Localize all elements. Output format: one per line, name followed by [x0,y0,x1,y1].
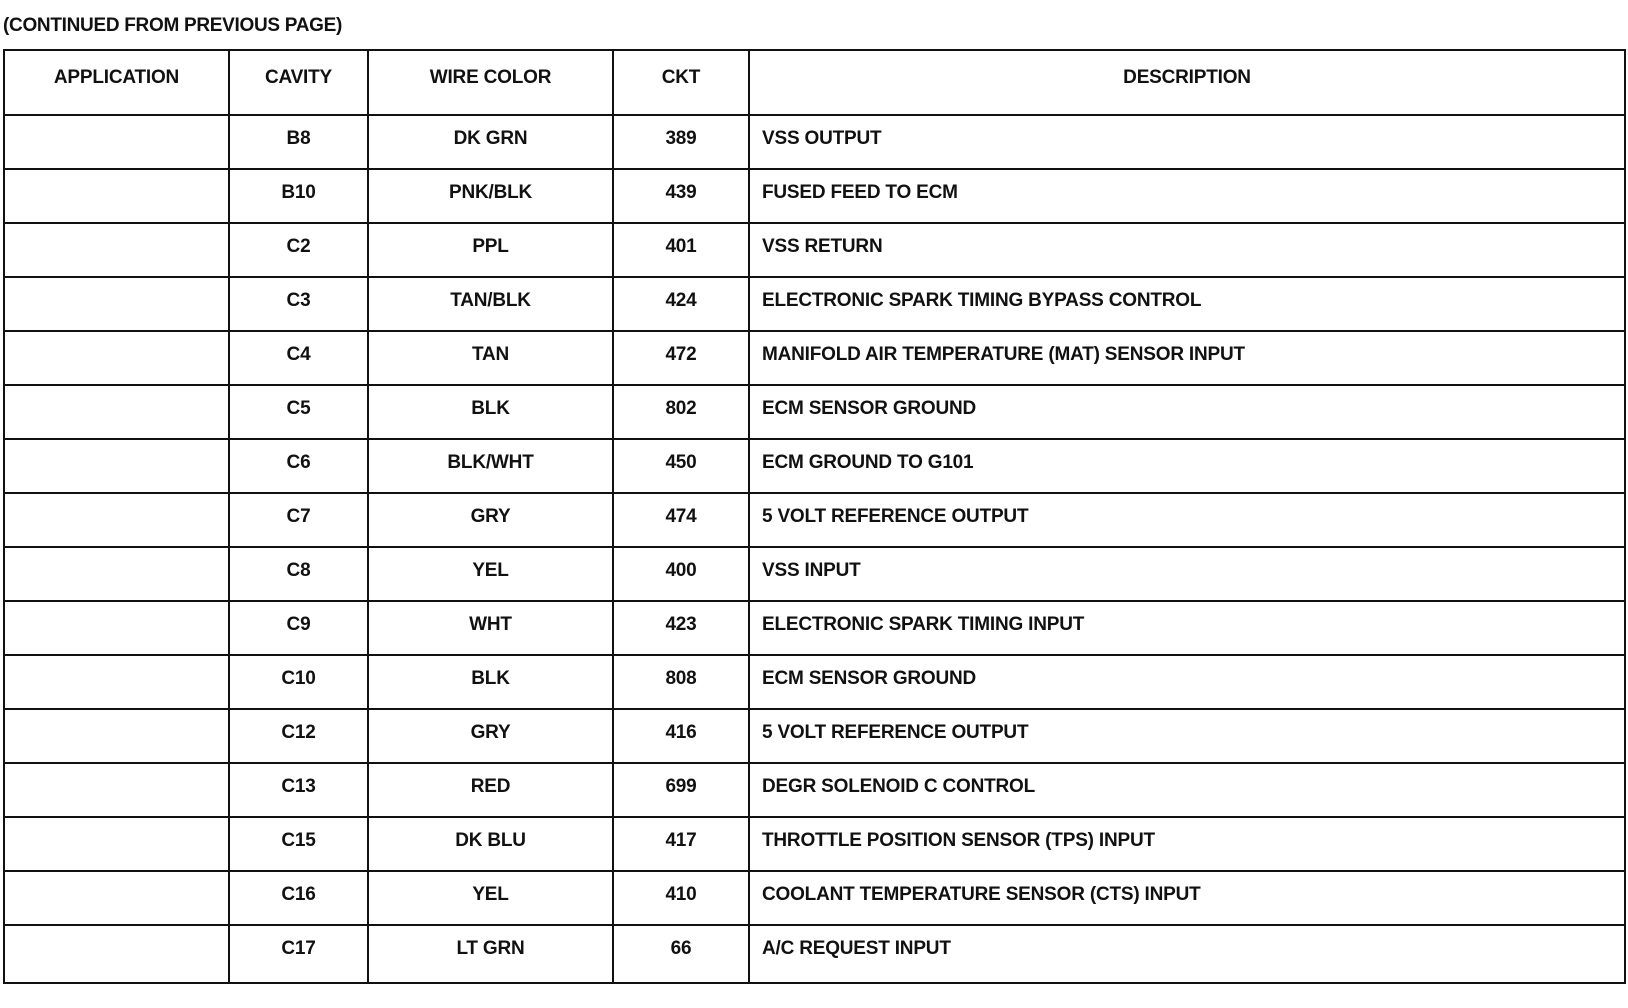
description-cell: FUSED FEED TO ECM [749,169,1625,223]
wire-color-cell: YEL [368,871,613,925]
description-cell: DEGR SOLENOID C CONTROL [749,763,1625,817]
description-cell: VSS RETURN [749,223,1625,277]
table-row [4,169,1625,223]
application-cell [4,763,229,817]
application-cell [4,169,229,223]
application-cell [4,439,229,493]
table-header-row [4,50,1625,115]
application-cell [4,277,229,331]
continued-note: (CONTINUED FROM PREVIOUS PAGE) [3,15,342,36]
wire-color-cell: RED [368,763,613,817]
application-cell [4,655,229,709]
application-cell [4,115,229,169]
wire-color-cell: DK GRN [368,115,613,169]
cavity-cell: C16 [229,871,368,925]
wire-color-cell: PNK/BLK [368,169,613,223]
description-cell: 5 VOLT REFERENCE OUTPUT [749,493,1625,547]
ckt-cell: 410 [613,871,749,925]
ckt-cell: 423 [613,601,749,655]
description-cell: ELECTRONIC SPARK TIMING INPUT [749,601,1625,655]
ckt-cell: 802 [613,385,749,439]
wire-color-cell: PPL [368,223,613,277]
ckt-cell: 474 [613,493,749,547]
header-cavity: CAVITY [229,50,368,115]
header-wire-color: WIRE COLOR [368,50,613,115]
description-cell: ELECTRONIC SPARK TIMING BYPASS CONTROL [749,277,1625,331]
table-row [4,601,1625,655]
header-application: APPLICATION [4,50,229,115]
wire-color-cell: GRY [368,493,613,547]
header-ckt: CKT [613,50,749,115]
application-cell [4,331,229,385]
description-cell: ECM SENSOR GROUND [749,385,1625,439]
ckt-cell: 439 [613,169,749,223]
table-row [4,385,1625,439]
wire-color-cell: TAN/BLK [368,277,613,331]
table-row [4,925,1625,983]
application-cell [4,817,229,871]
ckt-cell: 417 [613,817,749,871]
table-row [4,871,1625,925]
table-row [4,817,1625,871]
ckt-cell: 472 [613,331,749,385]
application-cell [4,709,229,763]
table-row [4,493,1625,547]
wire-color-cell: LT GRN [368,925,613,983]
description-cell: 5 VOLT REFERENCE OUTPUT [749,709,1625,763]
ckt-cell: 808 [613,655,749,709]
ckt-cell: 699 [613,763,749,817]
ckt-cell: 66 [613,925,749,983]
description-cell: VSS OUTPUT [749,115,1625,169]
cavity-cell: C2 [229,223,368,277]
table-row [4,115,1625,169]
ckt-cell: 401 [613,223,749,277]
ckt-cell: 416 [613,709,749,763]
cavity-cell: C4 [229,331,368,385]
table-row [4,277,1625,331]
cavity-cell: C15 [229,817,368,871]
application-cell [4,385,229,439]
description-cell: MANIFOLD AIR TEMPERATURE (MAT) SENSOR INPUT [749,331,1625,385]
description-cell: A/C REQUEST INPUT [749,925,1625,983]
ckt-cell: 450 [613,439,749,493]
wire-color-cell: TAN [368,331,613,385]
table-row [4,763,1625,817]
wire-color-cell: BLK [368,655,613,709]
application-cell [4,493,229,547]
cavity-cell: C13 [229,763,368,817]
application-cell [4,223,229,277]
cavity-cell: B8 [229,115,368,169]
description-cell: ECM GROUND TO G101 [749,439,1625,493]
application-cell [4,871,229,925]
table-row [4,709,1625,763]
ckt-cell: 389 [613,115,749,169]
description-cell: COOLANT TEMPERATURE SENSOR (CTS) INPUT [749,871,1625,925]
wire-color-cell: BLK [368,385,613,439]
cavity-cell: C3 [229,277,368,331]
wire-color-cell: WHT [368,601,613,655]
table-row [4,655,1625,709]
wire-color-cell: YEL [368,547,613,601]
cavity-cell: C17 [229,925,368,983]
application-cell [4,601,229,655]
header-description: DESCRIPTION [749,50,1625,115]
table-row [4,223,1625,277]
wire-color-cell: DK BLU [368,817,613,871]
table-row [4,547,1625,601]
ckt-cell: 400 [613,547,749,601]
description-cell: ECM SENSOR GROUND [749,655,1625,709]
application-cell [4,547,229,601]
cavity-cell: C10 [229,655,368,709]
table-row [4,439,1625,493]
application-cell [4,925,229,983]
connector-table [3,49,1626,984]
wire-color-cell: BLK/WHT [368,439,613,493]
table-row [4,331,1625,385]
cavity-cell: C8 [229,547,368,601]
cavity-cell: C9 [229,601,368,655]
cavity-cell: B10 [229,169,368,223]
description-cell: VSS INPUT [749,547,1625,601]
ckt-cell: 424 [613,277,749,331]
cavity-cell: C7 [229,493,368,547]
cavity-cell: C6 [229,439,368,493]
cavity-cell: C12 [229,709,368,763]
description-cell: THROTTLE POSITION SENSOR (TPS) INPUT [749,817,1625,871]
cavity-cell: C5 [229,385,368,439]
wire-color-cell: GRY [368,709,613,763]
